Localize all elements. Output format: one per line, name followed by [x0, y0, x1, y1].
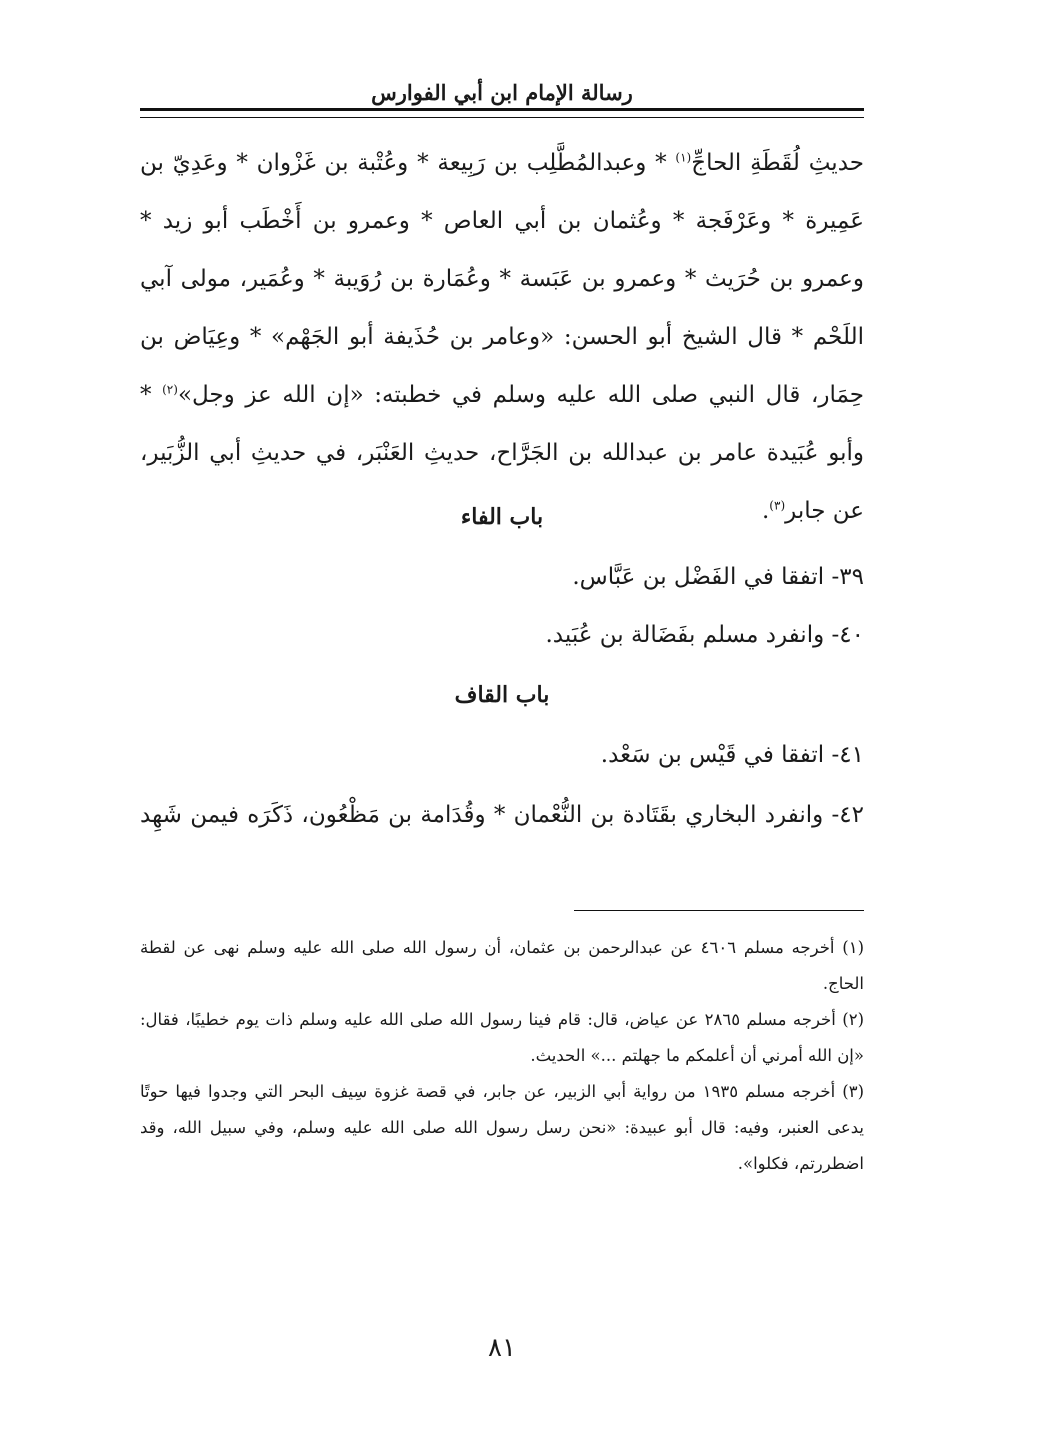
entry-42: ٤٢- وانفرد البخاري بقَتَادة بن النُّعْمان * وقُدَامة بن مَظْعُون، ذَكَرَه فيمن شَهِد	[140, 802, 864, 828]
footnote-ref-2[interactable]: (٢)	[162, 382, 178, 397]
entry-39: ٣٩- اتفقا في الفَضْل بن عَبَّاس.	[572, 564, 864, 590]
main-paragraph	[140, 134, 864, 540]
footnote-ref-1[interactable]: (١)	[675, 150, 692, 165]
paragraph-end: .	[761, 498, 770, 524]
paragraph-text: حديثِ لُقَطَةِ الحاجِّ	[691, 150, 865, 176]
entry-40: ٤٠- وانفرد مسلم بفَضَالة بن عُبَيد.	[545, 622, 864, 648]
paragraph-text-2: * وعبدالمُطَّلِب بن رَبِيعة * وعُتْبة بن غَزْوان * وعَدِيّ بن عَمِيرة * وعَرْفَجة * وعُثمان بن أبي العاص * وعمرو بن أَخْطَب أبو زيد * وعمرو بن حُرَيث * وعمرو بن عَبَسة * وعُمَارة بن رُوَيبة * وعُمَير، مولى آبي اللَحْم * قال الشيخ أبو الحسن: «وعامر بن حُذَيفة أبو الجَهْم» * وعِيَاض بن حِمَار، قال النبي صلى الله عليه وسلم في خطبته: «إن الله عز وجل»	[140, 150, 865, 408]
page	[140, 0, 864, 1435]
running-title: رسالة الإمام ابن أبي الفوارس	[371, 80, 633, 105]
section-heading-fa: باب الفاء	[460, 504, 544, 530]
footnote-2: (٢) أخرجه مسلم ٢٨٦٥ عن عياض، قال: قام فينا رسول الله صلى الله عليه وسلم ذات يوم خطيبًا، فقال: «إن الله أمرني أن أعلمكم ما جهلتم ...» الحديث.	[140, 1010, 865, 1065]
footnote-separator	[574, 910, 864, 911]
footnotes	[140, 930, 864, 1182]
paragraph-text-3: * وأبو عُبَيدة عامر بن عبدالله بن الجَرَّاح، حديثِ العَنْبَر، في حديثِ أبي الزُّبَير، عن جابر	[140, 382, 864, 524]
page-number: ٨١	[488, 1333, 516, 1363]
footnote-ref-3[interactable]: (٣)	[769, 498, 786, 513]
footnote-3: (٣) أخرجه مسلم ١٩٣٥ من رواية أبي الزبير، عن جابر، في قصة غزوة سِيف البحر التي وجدوا فيها حوتًا يدعى العنبر، وفيه: قال أبو عبيدة: «نحن رسل رسول الله صلى الله عليه وسلم، وفي سبيل الله، وقد اضطررتم، فكلوا».	[140, 1082, 865, 1173]
entry-41: ٤١- اتفقا في قَيْس بن سَعْد.	[600, 742, 864, 768]
footnote-1: (١) أخرجه مسلم ٤٦٠٦ عن عبدالرحمن بن عثمان، أن رسول الله صلى الله عليه وسلم نهى عن لقطة الحاج.	[140, 938, 865, 993]
section-heading-qaf: باب القاف	[454, 682, 550, 708]
header-double-rule	[140, 108, 864, 118]
